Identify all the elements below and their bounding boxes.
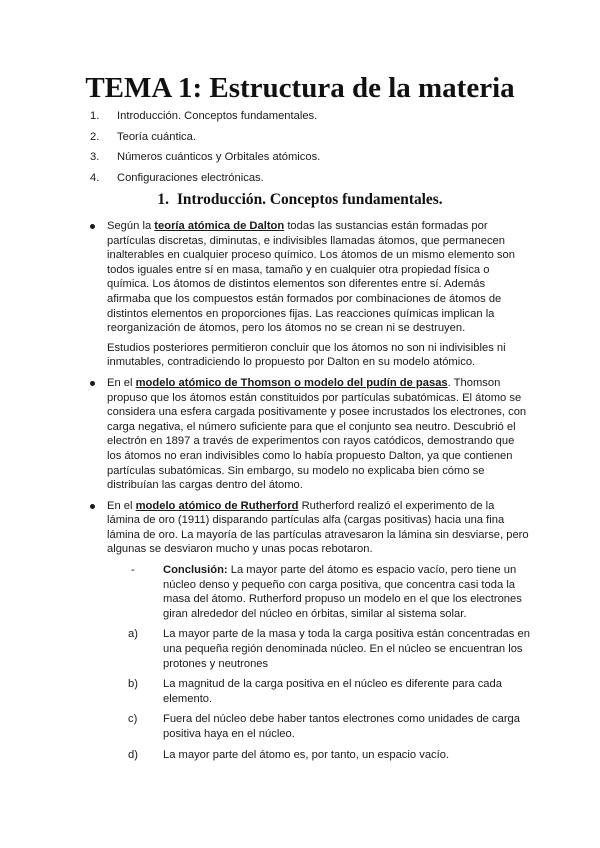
toc-item-number: 2. xyxy=(90,130,100,143)
key-term: modelo atómico de Thomson o modelo del pudín de pasas xyxy=(135,376,448,389)
bullet-dot-icon xyxy=(90,381,95,386)
bullet-paragraph xyxy=(107,219,530,336)
toc-item-label: Introducción. Conceptos fundamentales. xyxy=(117,110,318,122)
bullet-text-post: . Thomson propuso que los átomos están constituidos por partículas subatómicas. El átomo se considera una esfera cargada positivamente y posee incrustados los electrones, con carga negativa, el número suficiente para que el conjunto sea neutro. Descubrió el electrón en 1897 a través de experimentos con rayos catódicos, demostrando que los átomos no eran indivisibles como lo había propuesto Dalton, ya que contienen partículas subatómicas. Sin embargo, su modelo no explicaba bien cómo se distribuían las cargas dentro del átomo. xyxy=(107,376,527,492)
key-term: teoría atómica de Dalton xyxy=(154,220,285,232)
table-of-contents xyxy=(90,109,320,191)
list-item-text: La mayor parte del átomo es, por tanto, un espacio vacío. xyxy=(163,748,450,761)
toc-item-label: Teoría cuántica. xyxy=(117,130,196,143)
rutherford-sublist xyxy=(107,563,530,762)
list-item xyxy=(128,712,530,741)
bullet-paragraph xyxy=(107,376,530,493)
section-number: 1. xyxy=(157,191,169,208)
bullet-list xyxy=(90,219,530,768)
bullet-text-pre: Según la xyxy=(107,220,155,232)
toc-item xyxy=(90,171,320,192)
list-item-text: La magnitud de la carga positiva en el núcleo es diferente para cada elemento. xyxy=(163,678,502,705)
toc-item-number: 1. xyxy=(90,110,100,122)
bullet-thomson xyxy=(90,376,530,493)
toc-item xyxy=(90,150,320,171)
toc-item xyxy=(90,109,320,130)
dash-marker: - xyxy=(131,564,135,577)
toc-item-label: Configuraciones electrónicas. xyxy=(117,171,264,184)
bullet-extra-paragraph: Estudios posteriores permitieron concluir que los átomos no son ni indivisibles ni inmutables, contradiciendo lo propuesto por Dalton en su modelo atómico. xyxy=(107,341,506,369)
bullet-dot-icon xyxy=(90,504,95,509)
bullet-dalton xyxy=(90,219,530,370)
list-marker: a) xyxy=(128,628,138,641)
list-marker: b) xyxy=(128,678,138,691)
toc-item xyxy=(90,130,320,151)
key-term: modelo atómico de Rutherford xyxy=(135,499,299,512)
conclusion-text: La mayor parte del átomo es espacio vacío, pero tiene un núcleo denso y pequeño con carga positiva, que concentra casi toda la masa del átomo. Rutherford propuso un modelo en el que los electrones giran alrededor del núcleo en órbitas, similar al sistema solar. xyxy=(163,564,522,620)
list-item-text: La mayor parte de la masa y toda la carga positiva están concentradas en una pequeña región denominada núcleo. En el núcleo se encuentran los protones y neutrones xyxy=(163,628,530,670)
bullet-dot-icon xyxy=(90,224,95,229)
bullet-text-pre: En el xyxy=(107,376,136,389)
list-item xyxy=(128,748,530,763)
list-item xyxy=(128,677,530,706)
conclusion-label: Conclusión: xyxy=(163,564,228,577)
toc-item-number: 4. xyxy=(90,171,100,184)
document-title: TEMA 1: Estructura de la materia xyxy=(85,72,515,104)
list-marker: d) xyxy=(128,748,138,761)
bullet-text-post: todas las sustancias están formadas por partículas discretas, diminutas, e indivisibles llamadas átomos, que permanecen inalterables en cualquier proceso químico. Los átomos de un mismo elemento son todos iguales entre sí en masa, tamaño y en cualquier otra propiedad física o química. Los átomos de distintos elementos son diferentes entre sí. Además afirmaba que los compuestos están formados por combinaciones de átomos de distintos elementos en proporciones fijas. Las reacciones químicas implican la reorganización de átomos, pero los átomos no se crean ni se destruyen. xyxy=(107,220,515,335)
toc-item-number: 3. xyxy=(90,151,100,164)
section-title: Introducción. Conceptos fundamentales. xyxy=(176,191,443,208)
toc-item-label: Números cuánticos y Orbitales atómicos. xyxy=(117,151,321,164)
bullet-rutherford xyxy=(90,499,530,763)
bullet-text-post: Rutherford realizó el experimento de la lámina de oro (1911) disparando partículas alfa (cargas positivas) hacia una fina lámina de oro. La mayoría de las partículas atravesaron la lámina sin desviarse, pero algunas se desviaron mucho y unas pocas rebotaron. xyxy=(107,499,529,556)
section-heading xyxy=(0,191,600,209)
bullet-text-pre: En el xyxy=(107,499,136,512)
bullet-paragraph xyxy=(107,499,530,557)
conclusion-item xyxy=(128,563,530,621)
list-item-text: Fuera del núcleo debe haber tantos electrones como unidades de carga positiva haya en el núcleo. xyxy=(163,713,520,740)
list-item xyxy=(128,627,530,671)
list-marker: c) xyxy=(128,713,138,726)
